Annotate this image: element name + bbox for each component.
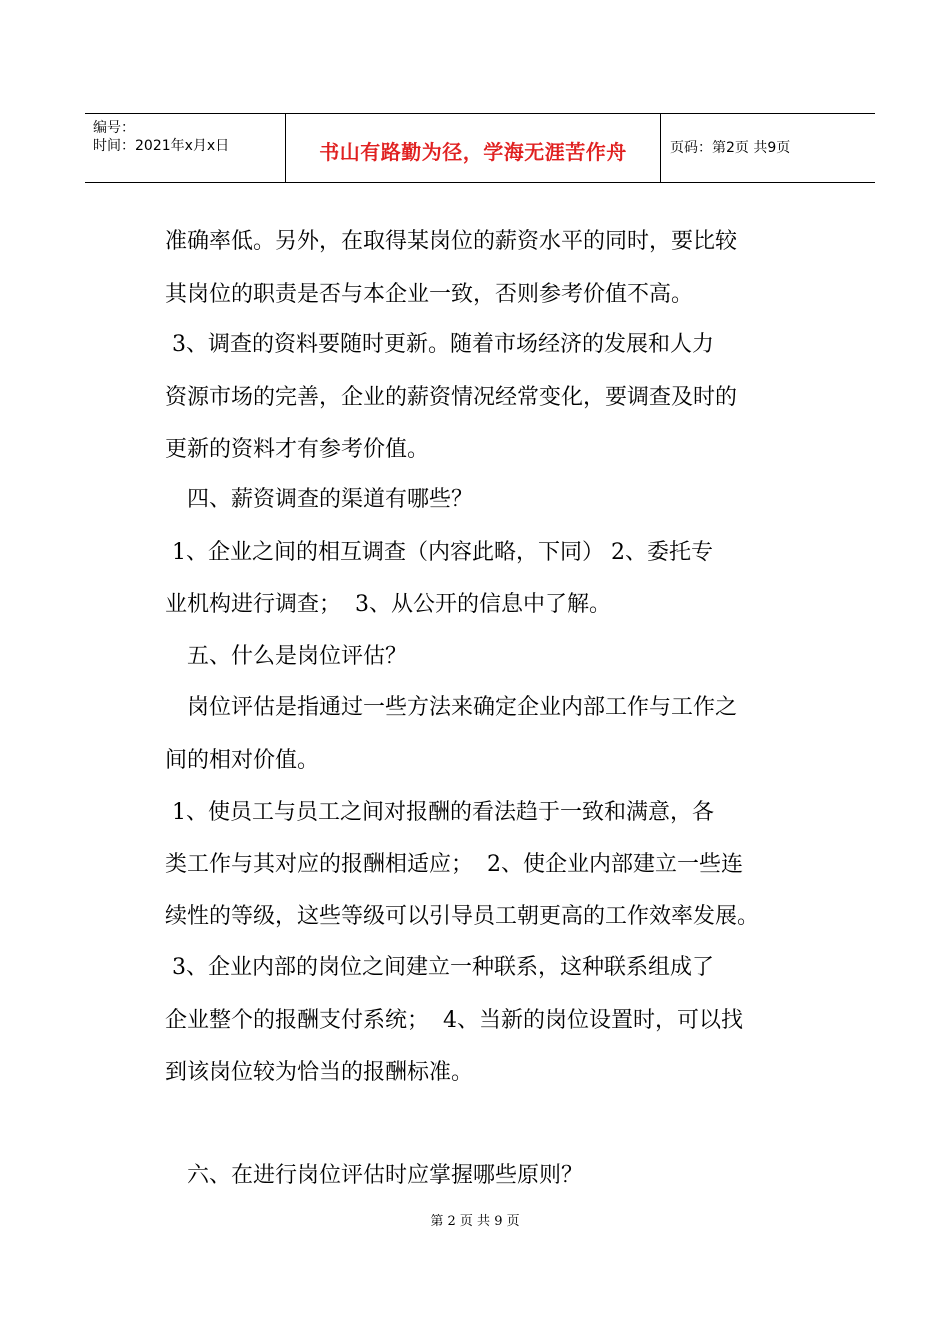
body-line: 到该岗位较为恰当的报酬标准。 — [165, 1060, 474, 1085]
body-line: 业机构进行调查； 3、从公开的信息中了解。 — [165, 592, 611, 617]
body-line: 类工作与其对应的报酬相适应； 2、使企业内部建立一些连 — [165, 852, 743, 877]
body-line: 续性的等级，这些等级可以引导员工朝更高的工作效率发展。 — [165, 904, 760, 929]
page-header — [85, 113, 875, 183]
body-line: 1、企业之间的相互调查（内容此略，下同） 2、委托专 — [165, 540, 713, 565]
header-page-cell — [660, 114, 875, 182]
page-footer: 第 2 页 共 9 页 — [430, 1214, 520, 1229]
document-time-label: 时间：2021年x月x日 — [93, 138, 230, 154]
header-motto-cell — [285, 114, 661, 182]
body-line: 岗位评估是指通过一些方法来确定企业内部工作与工作之 — [187, 695, 738, 720]
section-heading: 五、什么是岗位评估？ — [187, 644, 408, 669]
body-line: 其岗位的职责是否与本企业一致，否则参考价值不高。 — [165, 282, 694, 307]
section-heading: 四、薪资调查的渠道有哪些？ — [187, 487, 474, 512]
body-line: 3、企业内部的岗位之间建立一种联系，这种联系组成了 — [165, 955, 714, 980]
body-line: 资源市场的完善，企业的薪资情况经常变化，要调查及时的 — [165, 385, 738, 410]
body-line: 企业整个的报酬支付系统； 4、当新的岗位设置时，可以找 — [165, 1008, 743, 1033]
body-line: 更新的资料才有参考价值。 — [165, 437, 430, 462]
body-line: 间的相对价值。 — [165, 748, 320, 773]
header-motto: 书山有路勤为径，学海无涯苦作舟 — [319, 140, 627, 164]
section-heading: 六、在进行岗位评估时应掌握哪些原则？ — [187, 1163, 584, 1188]
document-number-label: 编号： — [93, 120, 135, 136]
header-page-info: 页码：第2页 共9页 — [670, 140, 791, 156]
header-meta-cell — [85, 114, 285, 182]
body-line: 3、调查的资料要随时更新。随着市场经济的发展和人力 — [165, 332, 714, 357]
body-line: 1、使员工与员工之间对报酬的看法趋于一致和满意，各 — [165, 800, 714, 825]
body-line: 准确率低。另外，在取得某岗位的薪资水平的同时，要比较 — [165, 229, 738, 254]
